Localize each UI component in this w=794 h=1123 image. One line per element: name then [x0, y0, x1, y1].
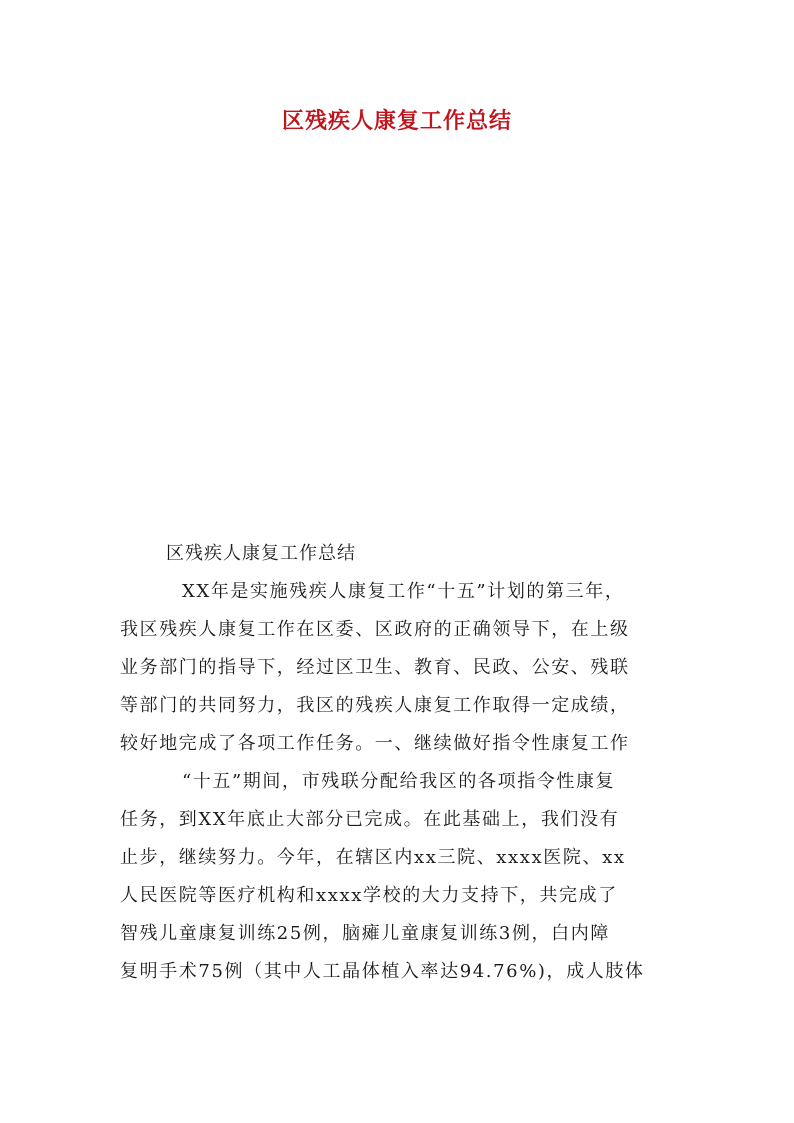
- paragraph-line: 等部门的共同努力，我区的残疾人康复工作取得一定成绩，: [120, 695, 630, 716]
- paragraph-line: 较好地完成了各项工作任务。一、继续做好指令性康复工作: [120, 733, 630, 754]
- paragraph-line: 复明手术75例（其中人工晶体植入率达94.76%)，成人肢体: [120, 961, 645, 982]
- paragraph-line: 人民医院等医疗机构和xxxx学校的大力支持下，共完成了: [120, 885, 618, 906]
- paragraph-line: 智残儿童康复训练25例，脑瘫儿童康复训练3例，白内障: [120, 923, 610, 944]
- paragraph-line: XX年是实施残疾人康复工作“十五”计划的第三年，: [182, 581, 625, 602]
- section-heading: 区残疾人康复工作总结: [166, 543, 356, 564]
- document-title: 区残疾人康复工作总结: [281, 108, 512, 134]
- paragraph-line: 我区残疾人康复工作在区委、区政府的正确领导下，在上级: [120, 619, 630, 640]
- document-body: [120, 535, 674, 991]
- paragraph-line: 业务部门的指导下，经过区卫生、教育、民政、公安、残联: [120, 657, 630, 678]
- paragraph-line: “十五”期间，市残联分配给我区的各项指令性康复: [182, 771, 616, 792]
- paragraph-line: 止步，继续努力。今年，在辖区内xx三院、xxxx医院、xx: [120, 847, 626, 868]
- paragraph-line: 任务，到XX年底止大部分已完成。在此基础上，我们没有: [120, 809, 620, 830]
